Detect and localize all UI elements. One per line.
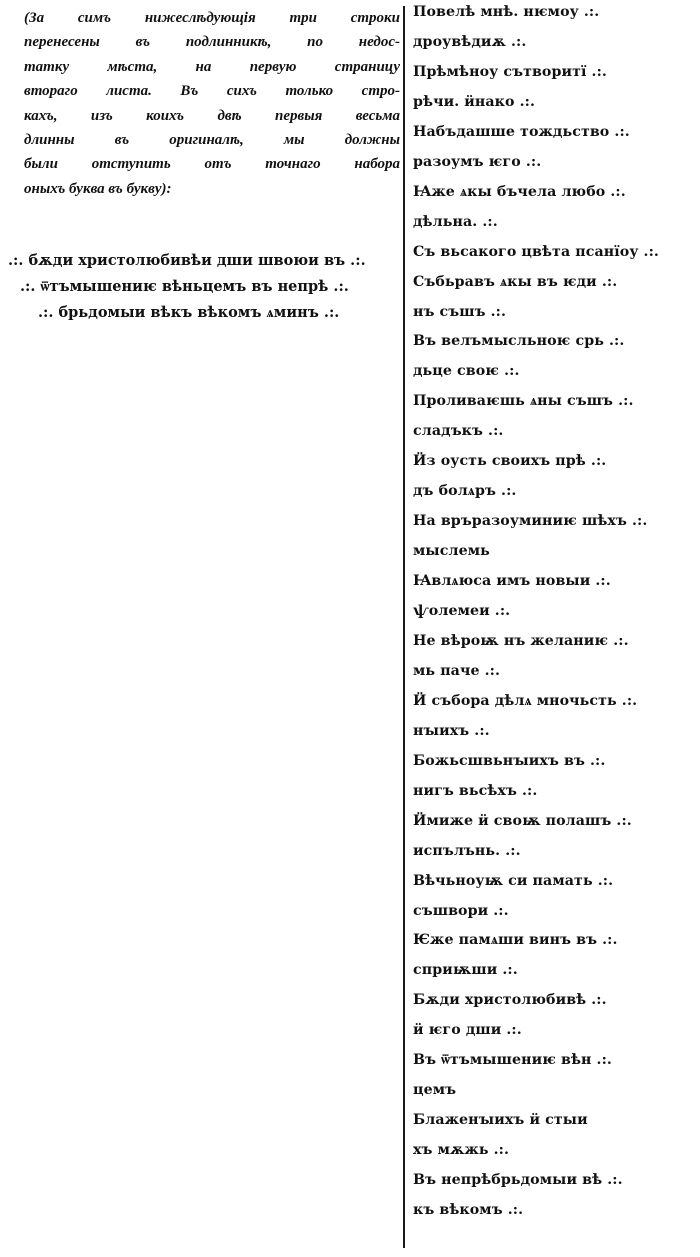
verse-line: дроувѣдиѫ .:. <box>413 33 527 50</box>
verse-line: Събьравъ ѧкы въ ѥди .:. <box>413 273 618 290</box>
verse-line: Ꙗже ѧкы бъчела любо .:. <box>413 183 626 200</box>
note-line: были отступить отъ точнаго набора <box>24 156 400 173</box>
note-line: перенесены въ подлинникѣ, по недос- <box>24 34 400 51</box>
verse-line: Въ непрѣбрьдомыи вѣ .:. <box>413 1172 623 1189</box>
editorial-note <box>24 6 400 201</box>
verse-line: дъ болѧръ .:. <box>413 483 517 500</box>
note-line: оныхъ буква въ букву): <box>24 180 172 197</box>
left-verse-line: .:. бѫди христолюбивѣи дши швоюи въ .:. <box>8 252 366 269</box>
verse-line: нъ съшъ .:. <box>413 303 507 320</box>
verse-line: съшвори .:. <box>413 902 509 919</box>
note-line: татку мѣста, на первую страницу <box>24 58 400 75</box>
verse-line: Блаженꙑихъ ӥ стыи <box>413 1112 588 1129</box>
note-line: длинны въ оригиналѣ, мы должны <box>24 132 400 149</box>
verse-line: дьце своѥ .:. <box>413 363 520 380</box>
verse-line: Въ велъмысльноѥ срь .:. <box>413 333 625 350</box>
verse-line: цемъ <box>413 1082 457 1099</box>
verse-line: Проливаѥшь ѧны съшъ .:. <box>413 393 634 410</box>
verse-line: Съ вьсакого цвѣта псанїоу .:. <box>413 243 659 260</box>
left-verse-line: .:. ѿтъмышениѥ вѣньцемъ въ непрѣ .:. <box>20 278 349 295</box>
verse-line: разоумъ ѥго .:. <box>413 153 542 170</box>
verse-line: Ӥмиже ӥ своѭ полашъ .:. <box>413 812 632 829</box>
verse-line: Вѣчьноуѭ си памать .:. <box>413 872 614 889</box>
verse-line: Ӥ събора дѣлѧ мночьсть .:. <box>413 692 638 709</box>
verse-line: Бѫди христолюбивѣ .:. <box>413 992 607 1009</box>
verse-line: Ꙗвлѧюса имъ новыи .:. <box>413 573 611 590</box>
verse-line: Не вѣроѭ нъ желаниѥ .:. <box>413 632 629 649</box>
verse-line: Въ ѿтъмышениѥ вѣн .:. <box>413 1052 612 1069</box>
verse-line: Набъдашше тождьство .:. <box>413 123 630 140</box>
note-line: (За симъ нижеслѣдующія три строки <box>24 10 400 26</box>
verse-line: ѱолемеи .:. <box>413 603 511 619</box>
column-divider <box>403 6 405 1248</box>
verse-line: На връразоуминиѥ шѣхъ .:. <box>413 513 648 530</box>
verse-line: рѣчи. ӥнако .:. <box>413 93 536 110</box>
verse-line: сладъкъ .:. <box>413 423 504 440</box>
verse-line: Прѣмѣноу сътворитї .:. <box>413 63 607 80</box>
verse-line: ӥ ѥго дши .:. <box>413 1022 522 1039</box>
verse-line: испълънь. .:. <box>413 842 521 859</box>
verse-line: нигъ вьсѣхъ .:. <box>413 782 538 799</box>
note-line: втораго листа. Въ сихъ только стро- <box>24 83 400 100</box>
left-verse-line: .:. брьдомыи вѣкъ вѣкомъ ѧминъ .:. <box>38 304 340 321</box>
verse-line: Ӥз оусть своихъ прѣ .:. <box>413 453 607 470</box>
verse-line: Божьсшвьнꙑихъ въ .:. <box>413 752 606 769</box>
verse-line: къ вѣкомъ .:. <box>413 1202 524 1218</box>
verse-line: нꙑихъ .:. <box>413 722 490 739</box>
verse-line: Ѥже памѧши винъ въ .:. <box>413 932 618 949</box>
note-line: кахъ, изъ коихъ двѣ первыя весьма <box>24 107 400 124</box>
verse-line: хъ мѫжь .:. <box>413 1142 510 1159</box>
verse-line: мь паче .:. <box>413 662 501 679</box>
verse-line: сприѭши .:. <box>413 962 518 979</box>
verse-line: мыслемь <box>413 543 490 560</box>
verse-line: Повелѣ мнѣ. нѥмоу .:. <box>413 4 600 20</box>
verse-line: дѣльна. .:. <box>413 213 498 230</box>
